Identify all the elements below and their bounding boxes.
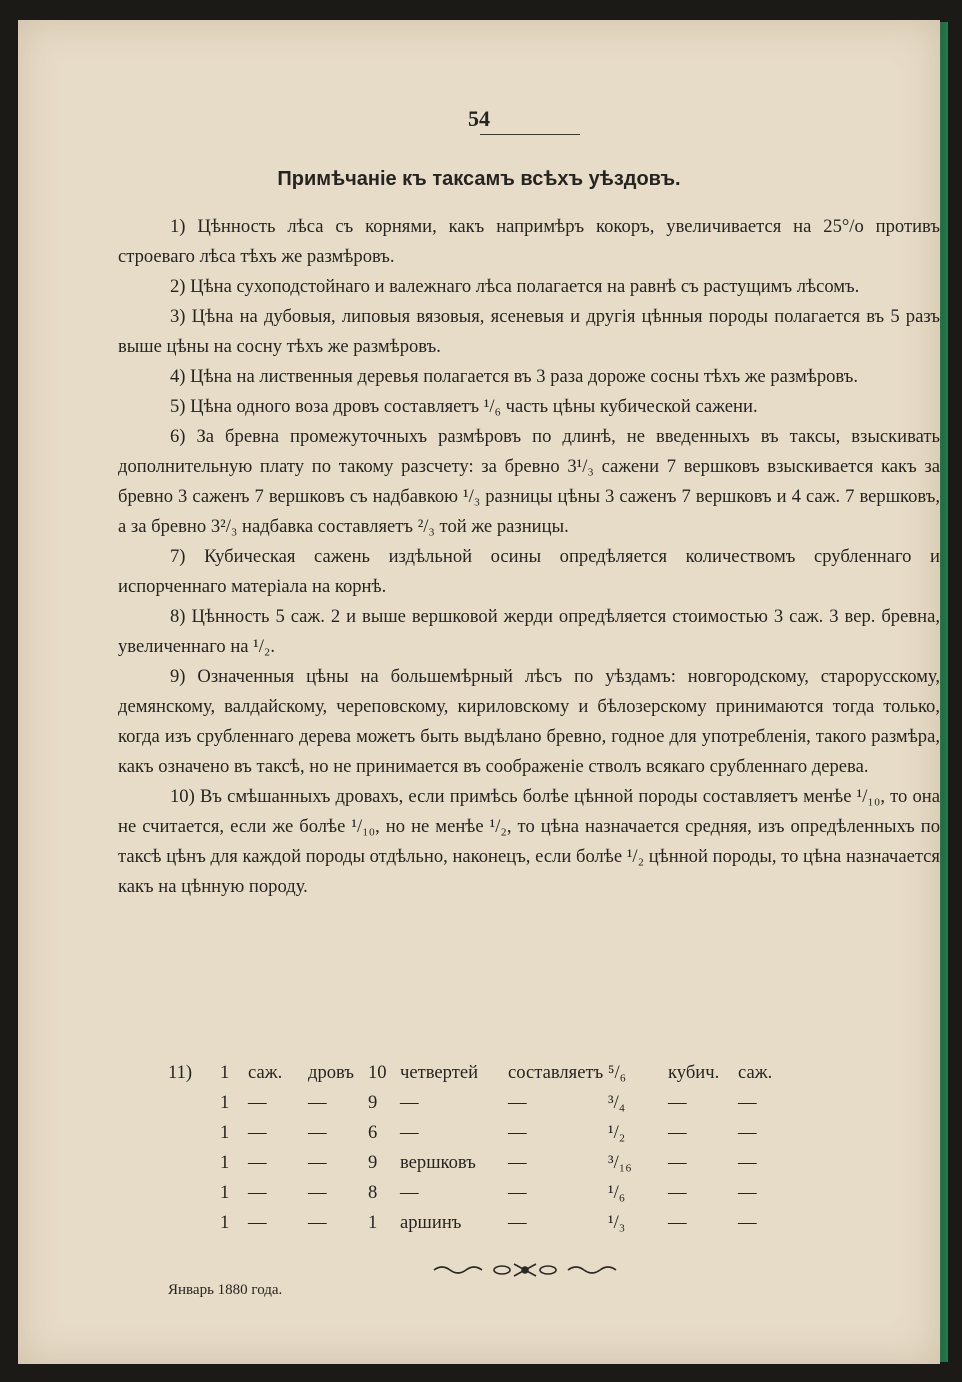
table-cell: 9 [368, 1092, 378, 1113]
table-cell: — [248, 1122, 267, 1143]
table-cell: — [738, 1212, 757, 1233]
table-cell: 1 [220, 1182, 230, 1203]
table-cell: аршинъ [400, 1212, 462, 1233]
table-cell: ³/₄ [608, 1092, 626, 1113]
table-cell: вершковъ [400, 1152, 476, 1173]
table-cell: — [308, 1122, 327, 1143]
note-paragraph: 8) Цѣнность 5 саж. 2 и выше вершковой жерди опредѣляется стоимостью 3 саж. 3 вер. бревна, увеличеннаго на ¹/₂. [118, 606, 940, 657]
table-cell: 1 [220, 1212, 230, 1233]
table-cell: — [400, 1122, 419, 1143]
note-paragraph: 9) Означенныя цѣны на большемѣрный лѣсъ по уѣздамъ: новгородскому, старорусскому, демянскому, валдайскому, череповскому, кириловскому и бѣлозерскому принимаются тогда только, когда изъ срубленнаго дерева можетъ быть выдѣлано бревно, годное для употребленія, такого размѣра, какъ означено въ таксѣ, но не принимается въ соображеніе стволъ всякаго срубленнаго дерева. [118, 666, 940, 777]
table-cell: 1 [368, 1212, 378, 1233]
table-cell: ⁵/₆ [608, 1062, 627, 1083]
table-cell: — [308, 1092, 327, 1113]
table-cell: 10 [368, 1062, 387, 1083]
table-cell: — [668, 1092, 687, 1113]
note-paragraph: 6) За бревна промежуточныхъ размѣровъ по длинѣ, не введенныхъ въ таксы, взыскивать дополнительную плату по такому разсчету: за бревно 3¹/₃ сажени 7 вершковъ взыскивается какъ за бревно 3 саженъ 7 вершковъ съ надбавкою ¹/₃ разницы цѣны 3 саженъ 7 вершковъ и 4 саж. 7 вершковъ, а за бревно 3²/₃ надбавка составляетъ ²/₃ той же разницы. [118, 426, 940, 537]
note-paragraph: 7) Кубическая сажень издѣльной осины опредѣляется количествомъ срубленнаго и испорченнаго матеріала на корнѣ. [118, 546, 940, 597]
table-cell: — [738, 1152, 757, 1173]
table-cell: — [400, 1092, 419, 1113]
table-cell: 1 [220, 1092, 230, 1113]
page-number-rule [480, 134, 580, 135]
date-footer: Январь 1880 года. [168, 1282, 283, 1298]
table-cell: саж. [248, 1062, 283, 1083]
table-cell: — [508, 1182, 527, 1203]
table-cell: 6 [368, 1122, 378, 1143]
table-cell: ¹/₃ [608, 1212, 626, 1233]
table-row [168, 1058, 808, 1088]
table-row [168, 1178, 808, 1208]
table-cell: — [668, 1122, 687, 1143]
table-cell: — [400, 1182, 419, 1203]
document-page [18, 20, 940, 1364]
table-cell: — [248, 1092, 267, 1113]
table-cell: — [248, 1212, 267, 1233]
table-cell: — [508, 1212, 527, 1233]
table-cell: — [508, 1122, 527, 1143]
note-paragraph: 5) Цѣна одного воза дровъ составляетъ ¹/₆ часть цѣны кубической сажени. [170, 396, 758, 417]
table-cell: 1 [220, 1122, 230, 1143]
table-cell: саж. [738, 1062, 773, 1083]
table-cell: — [308, 1152, 327, 1173]
table-cell: кубич. [668, 1062, 720, 1083]
table-cell: — [508, 1092, 527, 1113]
table-cell: — [248, 1182, 267, 1203]
table-row [168, 1088, 808, 1118]
table-cell: 8 [368, 1182, 378, 1203]
table-cell: составляетъ [508, 1062, 604, 1083]
table-cell: ³/₁₆ [608, 1152, 632, 1173]
table-cell: ¹/₆ [608, 1182, 626, 1203]
page-number: 54 [468, 106, 490, 131]
table-cell: четвертей [400, 1062, 479, 1083]
table-cell: 9 [368, 1152, 378, 1173]
table-cell: — [668, 1182, 687, 1203]
table-cell: — [248, 1152, 267, 1173]
table-cell: — [308, 1182, 327, 1203]
note-paragraph: 2) Цѣна сухоподстойнаго и валежнаго лѣса полагается на равнѣ съ растущимъ лѣсомъ. [170, 276, 860, 297]
ornament-divider [430, 1260, 620, 1280]
note-paragraph: 1) Цѣнность лѣса съ корнями, какъ напримѣръ кокоръ, увеличивается на 25°/о противъ строеваго лѣса тѣхъ же размѣровъ. [118, 216, 940, 267]
table-row [168, 1148, 808, 1178]
note-paragraph: 10) Въ смѣшанныхъ дровахъ, если примѣсь болѣе цѣнной породы составляетъ менѣе ¹/₁₀, то она не считается, если же болѣе ¹/₁₀, но не менѣе ¹/₂, то цѣна назначается средняя, изъ опредѣленныхъ по таксѣ цѣнъ для каждой породы отдѣльно, наконецъ, если болѣе ¹/₂ цѣнной породы, то цѣна назначается какъ на цѣнную породу. [118, 786, 940, 897]
table-cell: — [738, 1092, 757, 1113]
table-cell: 1 [220, 1062, 230, 1083]
table-cell: — [668, 1152, 687, 1173]
firewood-conversion-table [168, 1058, 808, 1238]
table-cell: — [668, 1212, 687, 1233]
page-heading: Примѣчаніе къ таксамъ всѣхъ уѣздовъ. [277, 168, 681, 190]
table-cell: 1 [220, 1152, 230, 1173]
table-cell: — [738, 1122, 757, 1143]
table-cell: дровъ [308, 1062, 354, 1083]
table-row [168, 1118, 808, 1148]
table-cell: — [508, 1152, 527, 1173]
note-paragraph: 4) Цѣна на лиственныя деревья полагается въ 3 раза дороже сосны тѣхъ же размѣровъ. [170, 366, 858, 387]
note-paragraph: 3) Цѣна на дубовыя, липовыя вязовыя, ясеневыя и другія цѣнныя породы полагается въ 5 разъ выше цѣны на сосну тѣхъ же размѣровъ. [118, 306, 940, 357]
table-cell: — [308, 1212, 327, 1233]
table-cell: — [738, 1182, 757, 1203]
table-cell: ¹/₂ [608, 1122, 626, 1143]
notes-body [118, 212, 940, 902]
table-row [168, 1208, 808, 1238]
table-cell: 11) [168, 1062, 193, 1083]
